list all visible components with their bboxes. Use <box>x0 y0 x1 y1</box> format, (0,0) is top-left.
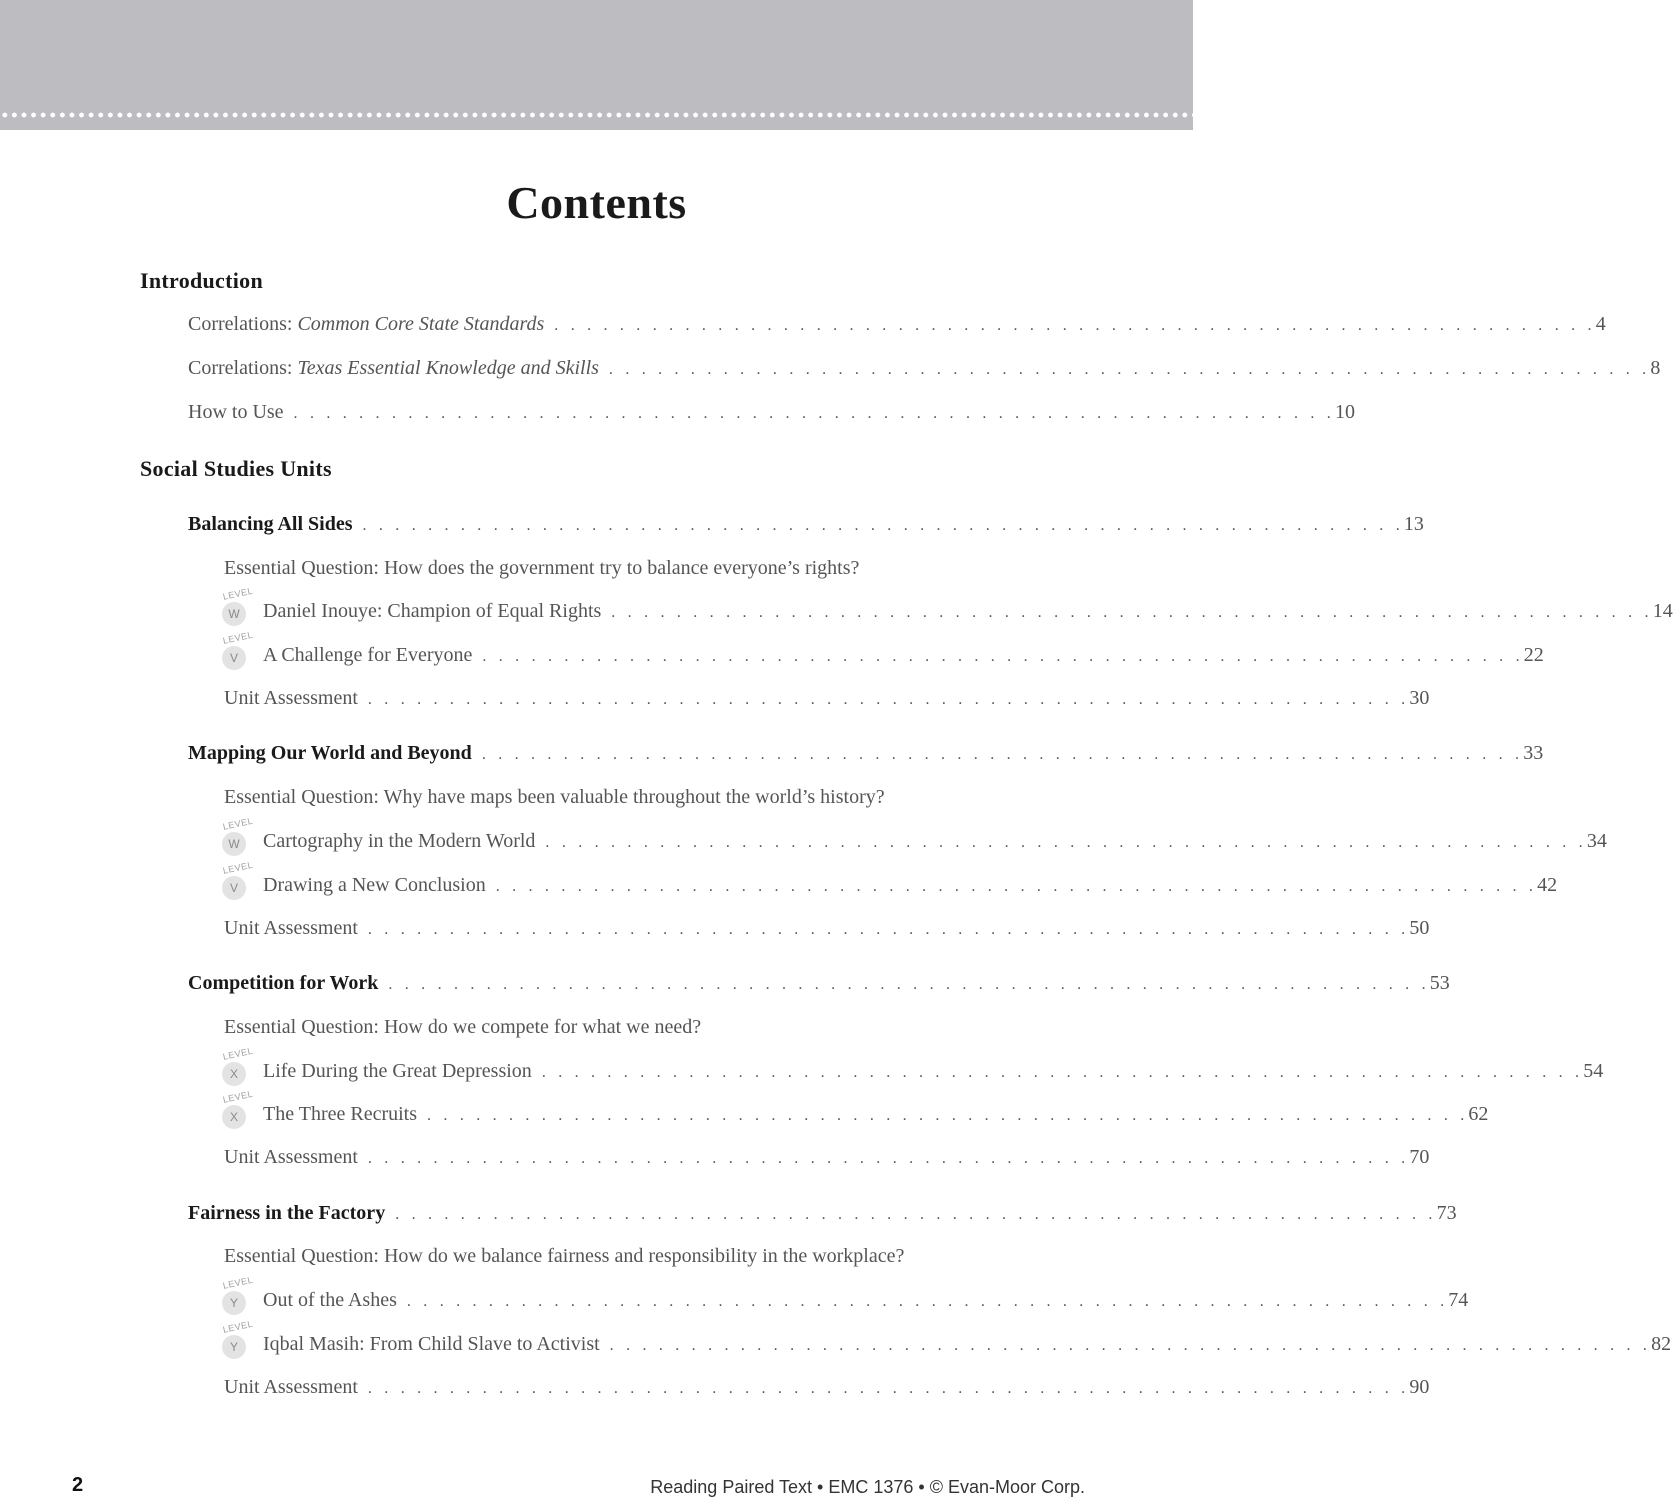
dot-leader: . . . . . . . . . . . . . . . . . . . . . . . . . . . . . . . . . . . . . . . . . . . . . . . . . . . . . . . . . . . . . . . . <box>395 1206 1437 1223</box>
toc-page-number: 73 <box>1436 1202 1457 1224</box>
toc-page-number: 70 <box>1409 1146 1430 1168</box>
assessment-entry[interactable] <box>224 687 1430 715</box>
assessment-label: Unit Assessment <box>224 1146 358 1168</box>
toc-page-number: 42 <box>1537 874 1558 896</box>
essential-question: Essential Question: How do we balance fairness and responsibility in the workplace? <box>224 1245 905 1267</box>
header-band <box>0 0 1193 130</box>
reading-entry[interactable] <box>263 1289 1469 1317</box>
dot-leader: . . . . . . . . . . . . . . . . . . . . . . . . . . . . . . . . . . . . . . . . . . . . . . . . . . . . . . . . . . . . . . . . <box>609 1337 1652 1354</box>
level-badge: LEVEL W <box>222 596 250 624</box>
toc-page-number: 13 <box>1403 513 1424 535</box>
header-dotted-border <box>0 111 1193 119</box>
dot-leader: . . . . . . . . . . . . . . . . . . . . . . . . . . . . . . . . . . . . . . . . . . . . . . . . . . . . . . . . . . . . . . . . <box>406 1293 1449 1310</box>
dot-leader: . . . . . . . . . . . . . . . . . . . . . . . . . . . . . . . . . . . . . . . . . . . . . . . . . . . . . . . . . . . . . . . . <box>608 361 1651 378</box>
level-badge: LEVEL X <box>222 1099 250 1127</box>
level-badge: LEVEL X <box>222 1056 250 1084</box>
toc-page-number: 30 <box>1409 687 1430 709</box>
toc-page-number: 54 <box>1583 1060 1604 1082</box>
dot-leader: . . . . . . . . . . . . . . . . . . . . . . . . . . . . . . . . . . . . . . . . . . . . . . . . . . . . . . . . . . . . . . . . <box>293 405 1335 422</box>
dot-leader: . . . . . . . . . . . . . . . . . . . . . . . . . . . . . . . . . . . . . . . . . . . . . . . . . . . . . . . . . . . . . . . . <box>495 878 1538 895</box>
toc-page-number: 4 <box>1595 313 1606 335</box>
toc-page-number: 33 <box>1523 742 1544 764</box>
dot-leader: . . . . . . . . . . . . . . . . . . . . . . . . . . . . . . . . . . . . . . . . . . . . . . . . . . . . . . . . . . . . . . . . <box>554 317 1596 334</box>
essential-question: Essential Question: Why have maps been valuable throughout the world’s history? <box>224 786 885 808</box>
level-badge: LEVEL Y <box>222 1285 250 1313</box>
toc-entry[interactable] <box>188 401 1355 429</box>
dot-leader: . . . . . . . . . . . . . . . . . . . . . . . . . . . . . . . . . . . . . . . . . . . . . . . . . . . . . . . . . . . . . . . . <box>362 517 1404 534</box>
unit-title: Balancing All Sides <box>188 513 353 535</box>
unit-entry[interactable] <box>188 1202 1457 1230</box>
dot-leader: . . . . . . . . . . . . . . . . . . . . . . . . . . . . . . . . . . . . . . . . . . . . . . . . . . . . . . . . . . . . . . . . <box>611 604 1653 621</box>
assessment-label: Unit Assessment <box>224 917 358 939</box>
reading-title: Life During the Great Depression <box>263 1060 532 1082</box>
reading-title: Cartography in the Modern World <box>263 830 536 852</box>
toc-page-number: 74 <box>1448 1289 1469 1311</box>
dot-leader: . . . . . . . . . . . . . . . . . . . . . . . . . . . . . . . . . . . . . . . . . . . . . . . . . . . . . . . . . . . . . . . . <box>545 834 1587 851</box>
assessment-entry[interactable] <box>224 1376 1430 1404</box>
level-badge: LEVEL V <box>222 870 250 898</box>
toc-entry[interactable] <box>188 313 1606 341</box>
reading-entry[interactable] <box>263 1333 1672 1361</box>
unit-entry[interactable] <box>188 972 1450 1000</box>
toc-entry[interactable] <box>188 357 1661 385</box>
essential-question: Essential Question: How do we compete for what we need? <box>224 1016 702 1038</box>
section-heading-introduction: Introduction <box>140 268 263 293</box>
footer-page-number: 2 <box>72 1474 84 1496</box>
reading-entry[interactable] <box>263 1103 1489 1131</box>
unit-title: Competition for Work <box>188 972 379 994</box>
toc-page-number: 90 <box>1409 1376 1430 1398</box>
reading-entry[interactable] <box>263 830 1607 858</box>
reading-title: The Three Recruits <box>263 1103 418 1125</box>
toc-entry-label: Correlations: Texas Essential Knowledge and Skills <box>188 357 599 379</box>
reading-entry[interactable] <box>263 874 1558 902</box>
reading-entry[interactable] <box>263 1060 1604 1088</box>
dot-leader: . . . . . . . . . . . . . . . . . . . . . . . . . . . . . . . . . . . . . . . . . . . . . . . . . . . . . . . . . . . . . . . . <box>482 648 1524 665</box>
level-badge: LEVEL V <box>222 640 250 668</box>
essential-question: Essential Question: How does the government try to balance everyone’s rights? <box>224 557 860 579</box>
toc-page-number: 22 <box>1523 644 1544 666</box>
reading-entry[interactable] <box>263 600 1673 628</box>
reading-entry[interactable] <box>263 644 1544 672</box>
toc-page-number: 62 <box>1468 1103 1489 1125</box>
toc-entry-label: Correlations: Common Core State Standards <box>188 313 545 335</box>
dot-leader: . . . . . . . . . . . . . . . . . . . . . . . . . . . . . . . . . . . . . . . . . . . . . . . . . . . . . . . . . . . . . . . . <box>427 1107 1469 1124</box>
toc-page-number: 50 <box>1409 917 1430 939</box>
toc-page-number: 10 <box>1334 401 1355 423</box>
level-badge: LEVEL Y <box>222 1329 250 1357</box>
dot-leader: . . . . . . . . . . . . . . . . . . . . . . . . . . . . . . . . . . . . . . . . . . . . . . . . . . . . . . . . . . . . . . . . <box>541 1064 1584 1081</box>
section-heading-social-studies: Social Studies Units <box>140 456 332 481</box>
reading-title: A Challenge for Everyone <box>263 644 473 666</box>
reading-title: Drawing a New Conclusion <box>263 874 486 896</box>
toc-page-number: 82 <box>1651 1333 1672 1355</box>
dot-leader: . . . . . . . . . . . . . . . . . . . . . . . . . . . . . . . . . . . . . . . . . . . . . . . . . . . . . . . . . . . . . . . . <box>367 691 1410 708</box>
assessment-entry[interactable] <box>224 917 1430 945</box>
dot-leader: . . . . . . . . . . . . . . . . . . . . . . . . . . . . . . . . . . . . . . . . . . . . . . . . . . . . . . . . . . . . . . . . <box>367 1380 1410 1397</box>
footer-credit: Reading Paired Text • EMC 1376 • © Evan-Moor Corp. <box>650 1477 1085 1497</box>
toc-page-number: 53 <box>1429 972 1450 994</box>
toc-page-number: 14 <box>1652 600 1673 622</box>
dot-leader: . . . . . . . . . . . . . . . . . . . . . . . . . . . . . . . . . . . . . . . . . . . . . . . . . . . . . . . . . . . . . . . . <box>481 746 1524 763</box>
dot-leader: . . . . . . . . . . . . . . . . . . . . . . . . . . . . . . . . . . . . . . . . . . . . . . . . . . . . . . . . . . . . . . . . <box>367 1150 1410 1167</box>
assessment-label: Unit Assessment <box>224 687 358 709</box>
reading-title: Out of the Ashes <box>263 1289 397 1311</box>
unit-title: Mapping Our World and Beyond <box>188 742 472 764</box>
reading-title: Daniel Inouye: Champion of Equal Rights <box>263 600 602 622</box>
toc-entry-label: How to Use <box>188 401 284 423</box>
reading-title: Iqbal Masih: From Child Slave to Activist <box>263 1333 600 1355</box>
dot-leader: . . . . . . . . . . . . . . . . . . . . . . . . . . . . . . . . . . . . . . . . . . . . . . . . . . . . . . . . . . . . . . . . <box>388 976 1430 993</box>
toc-page-number: 8 <box>1650 357 1661 379</box>
unit-entry[interactable] <box>188 513 1424 541</box>
assessment-label: Unit Assessment <box>224 1376 358 1398</box>
unit-entry[interactable] <box>188 742 1544 770</box>
assessment-entry[interactable] <box>224 1146 1430 1174</box>
dot-leader: . . . . . . . . . . . . . . . . . . . . . . . . . . . . . . . . . . . . . . . . . . . . . . . . . . . . . . . . . . . . . . . . <box>367 921 1410 938</box>
page-title: Contents <box>506 177 687 228</box>
level-badge: LEVEL W <box>222 826 250 854</box>
toc-page-number: 34 <box>1586 830 1607 852</box>
unit-title: Fairness in the Factory <box>188 1202 386 1224</box>
